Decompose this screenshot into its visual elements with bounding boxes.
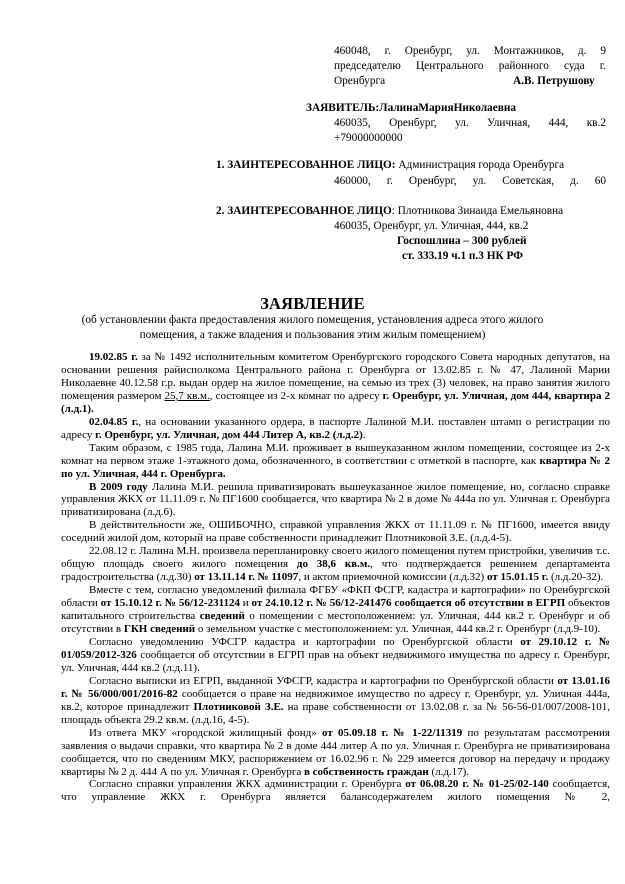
interested-party-1-address: 460000, г. Оренбург, ул. Советская, д. 60 [334, 175, 606, 187]
state-fee: Госпошлина – 300 рублей [397, 235, 527, 247]
document-title: ЗАЯВЛЕНИЕ [260, 294, 365, 313]
interested-party-2-label: 2. ЗАИНТЕРЕСОВАННОЕ ЛИЦО [216, 205, 392, 217]
judge-name: А.В. Петрушову [513, 75, 595, 87]
document-subtitle: (об установлении факта предоставления жилого помещения, установления адреса этого жилого помещения, а также владения и пользования этим жилым помещением) [81, 314, 544, 342]
applicant-name-1: Лалина [379, 102, 419, 114]
document-body [61, 351, 610, 804]
paragraph: 02.04.85 г., на основании указанного ордера, в паспорте Лалиной М.И. поставлен штамп о регистрации по адресу г. Оренбург, ул. Уличная, дом 444 Литер А, кв.2 (л.д.2). [61, 415, 610, 441]
interested-party-2-address: 460035, Оренбург, ул. Уличная, 444, кв.2 [334, 220, 529, 232]
paragraph: Согласно уведомлению УФСГР кадастра и картографии по Оренбургской области от 29.10.12 г. № 01/059/2012-326 сообщается об отсутствии в ЕГРП прав на объект недвижимого имущества по адресу г. Оренбург, ул. Уличная, 444 кв.2 (л.д.11). [61, 635, 610, 674]
paragraph: В действительности же, ОШИБОЧНО, справкой управления ЖКХ от 11.11.09 г. № ПГ1600, имеется ввиду соседний жилой дом, который на праве собственности принадлежит Плотниковой З.Е. (л.д.4-5). [61, 519, 610, 545]
applicant-phone: +79000000000 [334, 132, 403, 144]
applicant-name-3: Николаевна [453, 102, 516, 114]
applicant-name-2: Мария [418, 102, 454, 114]
paragraph: Согласно справки управления ЖКХ администрации г. Оренбурга от 06.08.20 г. № 01-25/02-140 сообщается, что управление ЖКХ г. Оренбурга является балансодержателем жилого помещения № 2, [61, 778, 610, 804]
applicant-line [306, 101, 606, 116]
interested-party-1-line [216, 158, 564, 173]
applicant-address: 460035, Оренбург, ул. Уличная, 444, кв.2 [334, 117, 606, 129]
paragraph: Из ответа МКУ «городской жилищный фонд» от 05.09.18 г. № 1-22/11319 по результатам рассмотрения заявления о выдачи справки, что квартира № 2 в доме 444 литер А по ул. Уличная г. Оренбурга не приватизирована сообщается, что по сведениям МКУ, распоряжением от 16.02.96 г. № 229 имеется договор на передачу и продажу квартиры № 2 д. 444 А по ул. Уличная г. Оренбурга в собственность граждан (л.д.17). [61, 726, 610, 778]
court-address-line: 460048, г. Оренбург, ул. Монтажников, д. 9 [334, 45, 606, 57]
interested-party-2-name: : Плотникова Зинаида Емельяновна [391, 205, 564, 217]
interested-party-2-line [216, 204, 563, 219]
paragraph: Таким образом, с 1985 года, Лалина М.И. проживает в вышеуказанном жилом помещении, состоящее из 2-х комнат на первом этаже 1-этажного дома, обозначенного, в соответствии с отметкой в паспорте, как квартира № 2 по ул. Уличная, 444 г. Оренбурга. [61, 441, 610, 480]
paragraph: 22.08.12 г. Лалина М.Н. произвела перепланировку своего жилого помещения путем пристройки, увеличив т.с. общую площадь своего жилого помещения до 38,6 кв.м., что подтверждается решением департамента градостроительства (л.д.30) от 13.11.14 г. № 11097, и актом приемочной комиссии (л.д.32) от 15.01.15 г. (л.д.20-32). [61, 545, 610, 584]
court-title-line: председателю Центрального районного суда г. [334, 60, 606, 72]
paragraph: Вместе с тем, согласно уведомлений филиала ФГБУ «ФКП ФСГР, кадастра и картографии» по Оренбургской области от 15.10.12 г. № 56/12-231124 и от 24.10.12 г. № 56/12-241476 сообщается об отсутствии в ЕГРП объектов капитального строительства сведений о помещении с местоположением: ул. Уличная, 444 кв.2 г. Оренбург и об отсутствии в ГКН сведений о земельном участке с местоположением: ул. Уличная, 444 кв.2 г. Оренбург (л.д.9-10). [61, 584, 611, 636]
interested-party-1-label: 1. ЗАИНТЕРЕСОВАННОЕ ЛИЦО: [216, 159, 396, 171]
court-city: Оренбурга [334, 75, 386, 87]
paragraph: Согласно выписки из ЕГРП, выданной УФСГР, кадастра и картографии по Оренбургской области от 13.01.16 г. № 56/000/001/2016-82 сообщается о праве на недвижимое имущество по адресу г. Оренбург, ул. Уличная 444а, кв.2, которое принадлежит Плотниковой З.Е. на праве собственности от 13.02.08 г. за № 56-56-01/007/2008-101, площадь объекта 29.2 кв.м. (л.д.16, 4-5). [61, 674, 611, 726]
applicant-label: ЗАЯВИТЕЛЬ: [306, 102, 380, 114]
interested-party-1-name: Администрация города Оренбурга [395, 159, 565, 171]
paragraph: 19.02.85 г. за № 1492 исполнительным комитетом Оренбургского городского Совета народных депутатов, на основании решения райисполкома Центрального района г. Оренбурга от 13.02.85 г. № 47, Лалиной Марии Николаевне 40.12.58 г.р. выдан ордер на жилое помещение, на семью из трех (3) человек, на право занятия жилого помещения размером 25,7 кв.м., состоящее из 2-х комнат по адресу г. Оренбург, ул. Уличная, дом 444, квартира 2 (л.д.1). [61, 351, 610, 415]
state-fee-law: ст. 333.19 ч.1 п.3 НК РФ [402, 250, 523, 262]
paragraph: В 2009 году Лалина М.И. решила приватизировать вышеуказанное жилое помещение, но, согласно справке управления ЖКХ от 11.11.09 г. № ПГ1600 сообщается, что квартира № 2 в доме № 444а по ул. Уличная г. Оренбурга приватизирована (л.д.6). [61, 480, 610, 519]
